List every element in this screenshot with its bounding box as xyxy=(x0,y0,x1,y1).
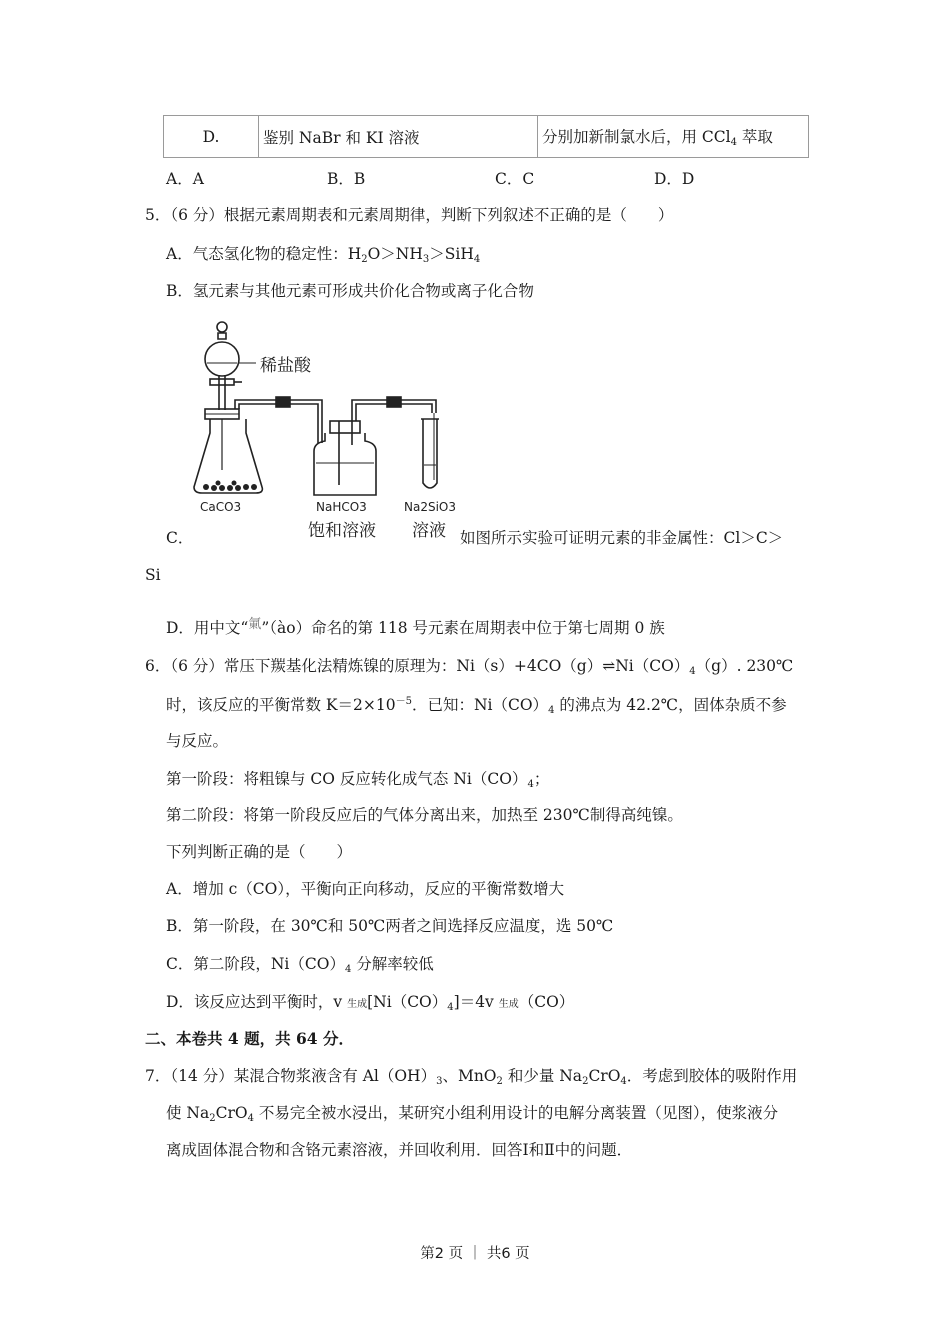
funnel-stopper-icon xyxy=(217,322,227,332)
q5-option-c-text: 如图所示实验可证明元素的非金属性：Cl＞C＞ xyxy=(460,529,784,547)
conical-flask-icon xyxy=(194,419,262,493)
q6-ask: 下列判断正确的是（ ） xyxy=(166,843,353,861)
acid-label: 稀盐酸 xyxy=(260,356,311,376)
test-tube-icon xyxy=(423,419,437,488)
tube-label: Na2SiO3 xyxy=(404,500,456,514)
q5-option-d: D．用中文“$^氭$”（ào）命名的第 118 号元素在周期表中位于第七周期 0 族 xyxy=(166,617,665,637)
q4-option-b: B．B xyxy=(327,170,366,188)
section-heading: 二、本卷共 4 题，共 64 分． xyxy=(145,1029,354,1048)
page-footer: 第2 页 ｜ 共6 页 xyxy=(420,1246,530,1262)
flask-label: CaCO3 xyxy=(200,500,242,514)
q6-option-c: C．第二阶段，$Ni(CO)_4$ 分解率较低 xyxy=(166,955,434,975)
q6-stage2: 第二阶段：将第一阶段反应后的气体分离出来，加热至 230℃制得高纯镍。 xyxy=(166,806,683,824)
q5-option-c-label: C． xyxy=(166,529,194,547)
q6-option-a: A．增加 c（CO），平衡向正向移动，反应的平衡常数增大 xyxy=(166,880,565,898)
q5-option-a: A．气态氢化物的稳定性：$H_2O>NH_3>SiH_4$ xyxy=(166,245,481,265)
q4-option-a: A．A xyxy=(166,170,204,188)
row-purpose: 鉴别 NaBr 和 KI 溶液 xyxy=(259,116,538,158)
q5-option-c-cont: Si xyxy=(145,566,161,584)
q7-line2: 使 $Na_2CrO_4$ 不易完全被水浸出，某研究小组利用设计的电解分离装置（见图），使浆液分 xyxy=(166,1104,779,1124)
q6-line3: 与反应。 xyxy=(166,732,229,750)
q5-stem: 5．（6 分）根据元素周期表和元素周期律，判断下列叙述不正确的是（ ） xyxy=(145,206,674,224)
gas-wash-bottle-icon xyxy=(314,433,376,495)
apparatus-diagram xyxy=(190,315,470,545)
row-method: 分别加新制氯水后，用 CCl$_4$ 萃取 xyxy=(538,116,809,158)
q6-stage1: 第一阶段：将粗镍与 CO 反应转化成气态 $Ni(CO)_4$； xyxy=(166,770,550,790)
q6-option-d: D．该反应达到平衡时，v 生成$[Ni(CO)_4]=4v$ 生成（CO） xyxy=(166,993,575,1013)
q7-line1: 7．（14 分）某混合物浆液含有 $Al(OH)_3$、MnO$_2$ 和少量 $Na_2CrO_4$．考虑到胶体的吸附作用 xyxy=(145,1067,798,1087)
bottle-label: NaHCO3 xyxy=(316,500,367,514)
row-label: D. xyxy=(164,116,259,158)
q4-option-d: D．D xyxy=(654,170,695,188)
bottle-caption: 饱和溶液 xyxy=(308,521,376,541)
q5-option-b: B．氢元素与其他元素可形成共价化合物或离子化合物 xyxy=(166,282,534,300)
bottle-stopper xyxy=(330,421,360,433)
q6-option-b: B．第一阶段，在 30℃和 50℃两者之间选择反应温度，选 50℃ xyxy=(166,917,614,935)
option-table xyxy=(163,115,809,158)
q6-line1: 6．（6 分）常压下羰基化法精炼镍的原理为：$Ni(s)+4CO(g)\rightleftharpoons Ni(CO)_4(g)$. 230℃ xyxy=(145,657,794,677)
q7-line3: 离成固体混合物和含铬元素溶液，并回收利用．回答Ⅰ和Ⅱ中的问题． xyxy=(166,1141,633,1159)
tube-caption: 溶液 xyxy=(412,521,446,541)
q4-option-c: C．C xyxy=(495,170,535,188)
q6-line2: 时，该反应的平衡常数 $K=2\times 10^{-5}$．已知：$Ni(CO)_4$ 的沸点为 42.2℃，固体杂质不参 xyxy=(166,696,787,716)
table-row xyxy=(164,116,809,158)
element-glyph: 氭 xyxy=(248,617,262,632)
caco3-solid xyxy=(203,481,257,492)
separatory-funnel-icon xyxy=(205,342,239,376)
